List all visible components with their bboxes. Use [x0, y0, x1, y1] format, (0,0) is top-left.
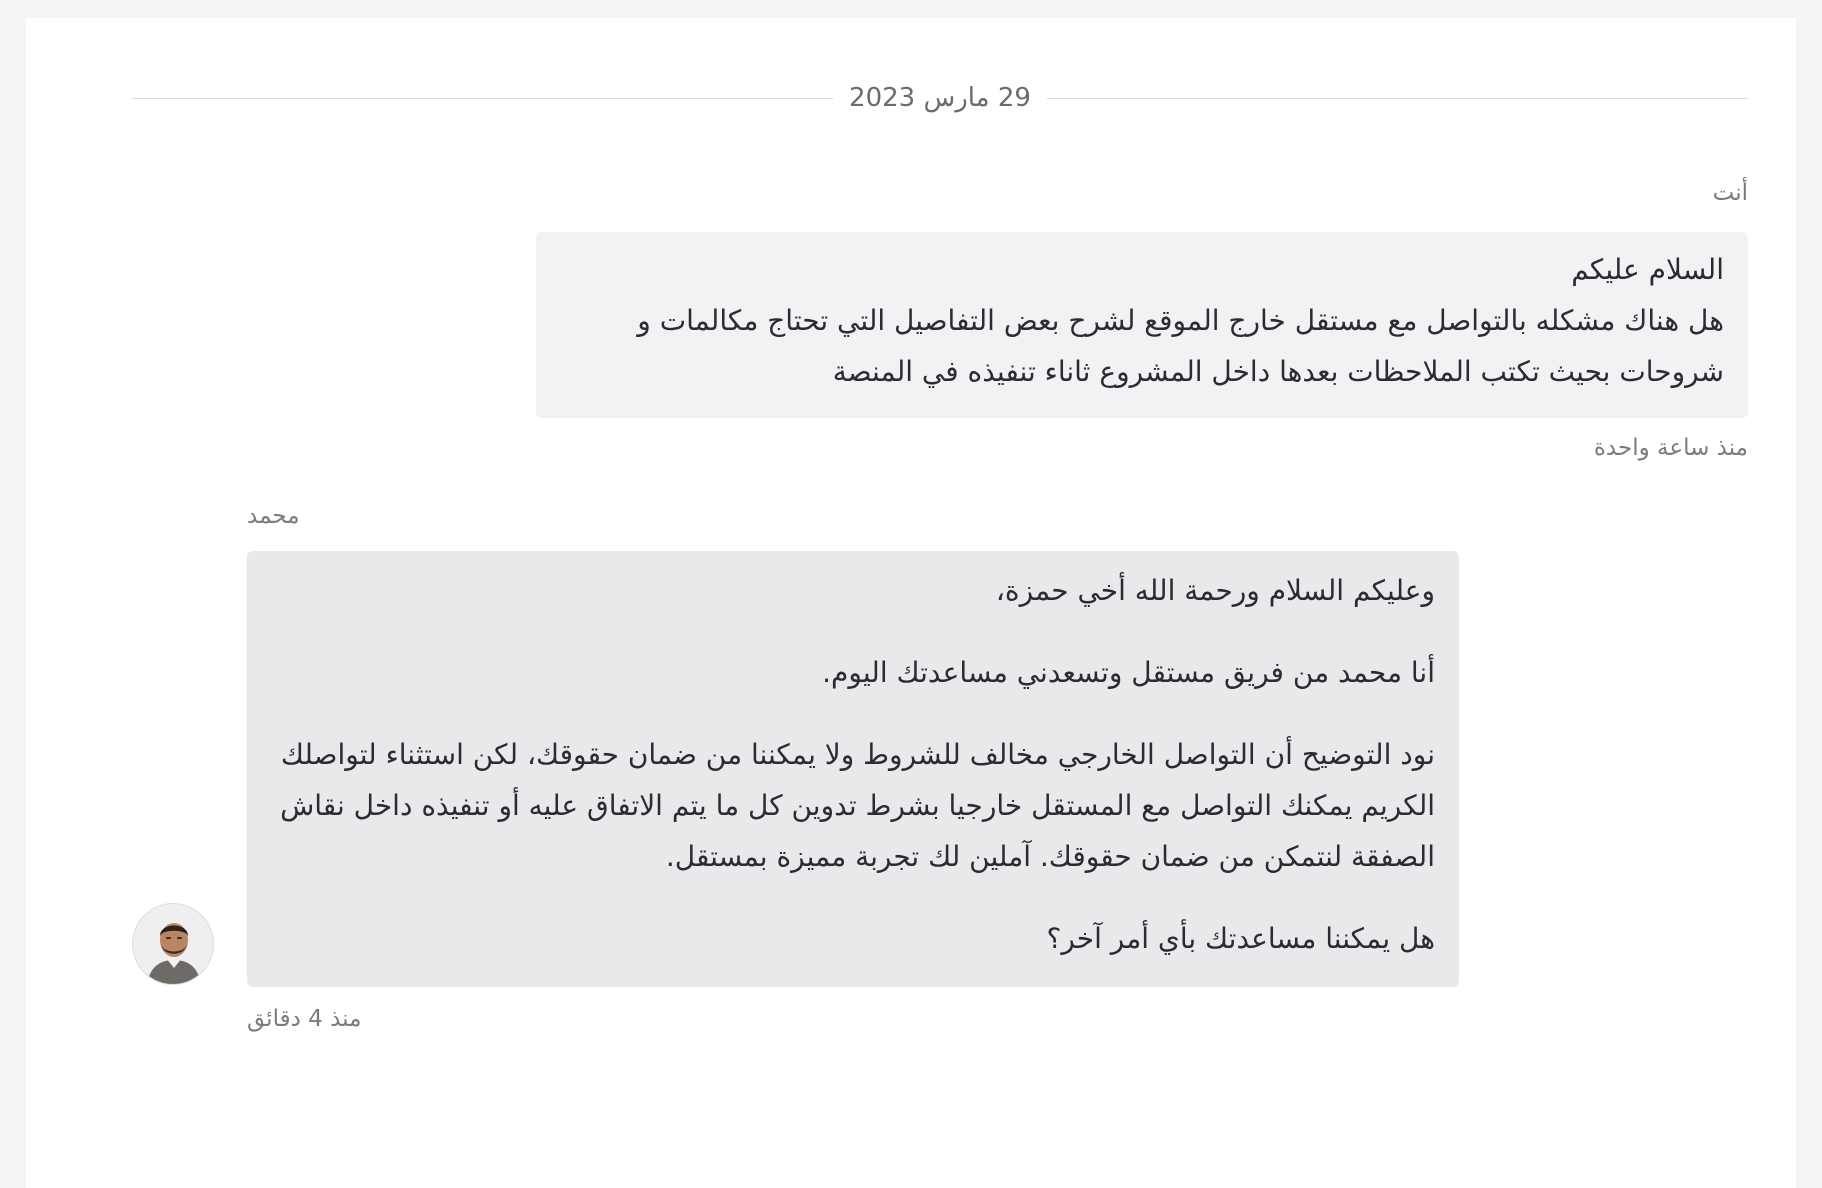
message-line: شروحات بحيث تكتب الملاحظات بعدها داخل المشروع ثاناء تنفيذه في المنصة: [832, 355, 1724, 388]
message-line: السلام عليكم: [1571, 253, 1724, 286]
date-label: 29 مارس 2023: [849, 83, 1031, 113]
date-divider: [132, 78, 1748, 118]
message-timestamp: منذ 4 دقائق: [247, 1006, 362, 1032]
message-paragraph: نود التوضيح أن التواصل الخارجي مخالف للشروط ولا يمكننا من ضمان حقوقك، لكن استثناء لتواصلك الكريم يمكنك التواصل مع المستقل خارجيا بشرط تدوين كل ما يتم الاتفاق عليه أو تنفيذه داخل نقاش الصفقة لنتمكن من ضمان حقوقك. آملين لك تجربة مميزة بمستقل.: [280, 738, 1435, 873]
message-sender-name: محمد: [247, 503, 300, 529]
user-avatar-icon[interactable]: [132, 903, 214, 985]
message-paragraph: وعليكم السلام ورحمة الله أخي حمزة،: [995, 574, 1435, 607]
divider-line-right: [1047, 98, 1748, 99]
message-bubble-incoming: [247, 551, 1459, 987]
message-paragraph: هل يمكننا مساعدتك بأي أمر آخر؟: [1046, 922, 1435, 955]
divider-line-left: [132, 98, 833, 99]
message-sender-name: أنت: [1712, 180, 1748, 206]
message-paragraph: أنا محمد من فريق مستقل وتسعدني مساعدتك اليوم.: [822, 656, 1435, 689]
message-line: هل هناك مشكله بالتواصل مع مستقل خارج الموقع لشرح بعض التفاصيل التي تحتاج مكالمات و: [637, 304, 1724, 337]
avatar-portrait: [133, 904, 214, 985]
message-timestamp: منذ ساعة واحدة: [1593, 435, 1748, 461]
message-bubble-outgoing: [536, 232, 1748, 418]
